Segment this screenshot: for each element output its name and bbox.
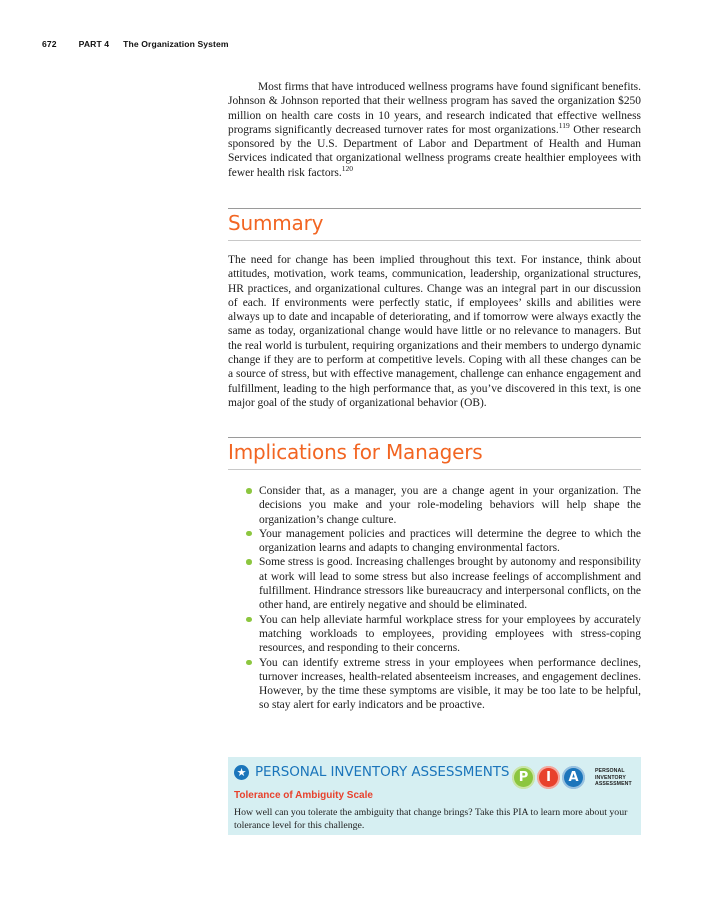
pia-callout [228, 757, 641, 835]
intro-section [228, 80, 641, 180]
summary-paragraph: The need for change has been implied throughout this text. For instance, think about attitudes, motivation, work teams, communication, leadership, organizational structures, HR practices, and organizational cultures. Change was an integral part in our discussion of each. If environments were perfectly static, if employees’ skills and abilities were always up to date and incapable of deteriorating, and if tomorrow were always exactly the same as today, organizational change would have little or no relevance to managers. But the real world is turbulent, requiring organizations and their members to undergo dynamic change if they are to perform at competitive levels. Coping with all these changes can be a source of stress, but with effective management, challenge can enhance engagement and fulfillment, leading to the high performance that, as you’ve discovered in this text, is one major goal of the study of organizational behavior (OB). [228, 254, 641, 409]
implications-heading: Implications for Managers [228, 440, 483, 464]
bullet-dot-icon [246, 531, 252, 537]
pia-logo-letter-i: I [537, 766, 560, 789]
summary-top-rule [228, 208, 641, 209]
intro-text-2: Other research sponsored by the U.S. Department of Labor and Department of Health and Human Services indicated that organizational wellness programs create healthier employees with fewer health risk factors. [228, 123, 642, 179]
pia-description: How well can you tolerate the ambiguity that change brings? Take this PIA to learn more about your tolerance level for this challenge. [234, 807, 628, 831]
bullet-dot-icon [246, 660, 252, 666]
bullet-dot-icon [246, 559, 252, 565]
list-item [228, 656, 641, 713]
list-item [228, 613, 641, 656]
pia-logo [512, 766, 587, 789]
pia-logo-letter-p: P [512, 766, 535, 789]
list-item-text: Some stress is good. Increasing challenges brought by autonomy and responsibility at work will lead to some stress but also increase feelings of accomplishment and fulfillment. Hindrance stressors like bureaucracy and interpersonal conflicts, on the other hand, are entirely negative and should be eliminated. [259, 556, 641, 612]
pia-logo-label-line: INVENTORY [595, 774, 626, 781]
list-item-text: Consider that, as a manager, you are a change agent in your organization. The decisions you make and your role-modeling behaviors will help shape the organization’s change culture. [259, 485, 641, 526]
pia-header [234, 764, 509, 780]
list-item [228, 555, 641, 612]
pia-logo-label [595, 768, 632, 788]
list-item-text: You can help alleviate harmful workplace stress for your employees by accurately matching workloads to employees, providing employees with stress-coping resources, and responding to their concerns. [259, 613, 641, 655]
intro-paragraph [228, 80, 641, 180]
summary-section [228, 253, 641, 410]
list-item [228, 527, 641, 556]
implications-top-rule [228, 437, 641, 438]
endnote-ref-120: 120 [341, 163, 353, 173]
page-number: 672 [42, 39, 57, 49]
implications-bottom-rule [228, 469, 641, 470]
implications-list [228, 484, 641, 713]
bullet-dot-icon [246, 488, 252, 494]
implications-section [228, 484, 641, 713]
pia-logo-letter-a: A [562, 766, 585, 789]
summary-heading: Summary [228, 211, 324, 235]
list-item-text: You can identify extreme stress in your employees when performance declines, turnover increases, health-related absenteeism increases, and engagement declines. However, by the time these symptoms are visible, it may be too late to be helpful, so stay alert for early indicators and be proactive. [259, 656, 641, 712]
star-icon: ★ [234, 765, 249, 780]
pia-title: PERSONAL INVENTORY ASSESSMENTS [255, 764, 510, 780]
pia-logo-label-line: ASSESSMENT [595, 781, 632, 788]
summary-bottom-rule [228, 240, 641, 241]
part-title: The Organization System [123, 39, 229, 49]
list-item-text: Your management policies and practices will determine the degree to which the organization learns and adapts to changing environmental factors. [259, 527, 641, 555]
pia-logo-label-line: PERSONAL [595, 768, 625, 774]
intro-text-1: Most firms that have introduced wellness programs have found significant benefits. Johnson & Johnson reported that their wellness program has saved the organization $250 million on health care costs in 10 years, and research indicated that effective wellness programs significantly decreased turnover rates for most organizations. [228, 81, 641, 136]
pia-subtitle: Tolerance of Ambiguity Scale [234, 790, 373, 801]
list-item [228, 484, 641, 527]
running-head [42, 39, 229, 49]
endnote-ref-119: 119 [558, 120, 570, 130]
part-label: PART 4 [78, 39, 110, 49]
bullet-dot-icon [246, 617, 252, 623]
